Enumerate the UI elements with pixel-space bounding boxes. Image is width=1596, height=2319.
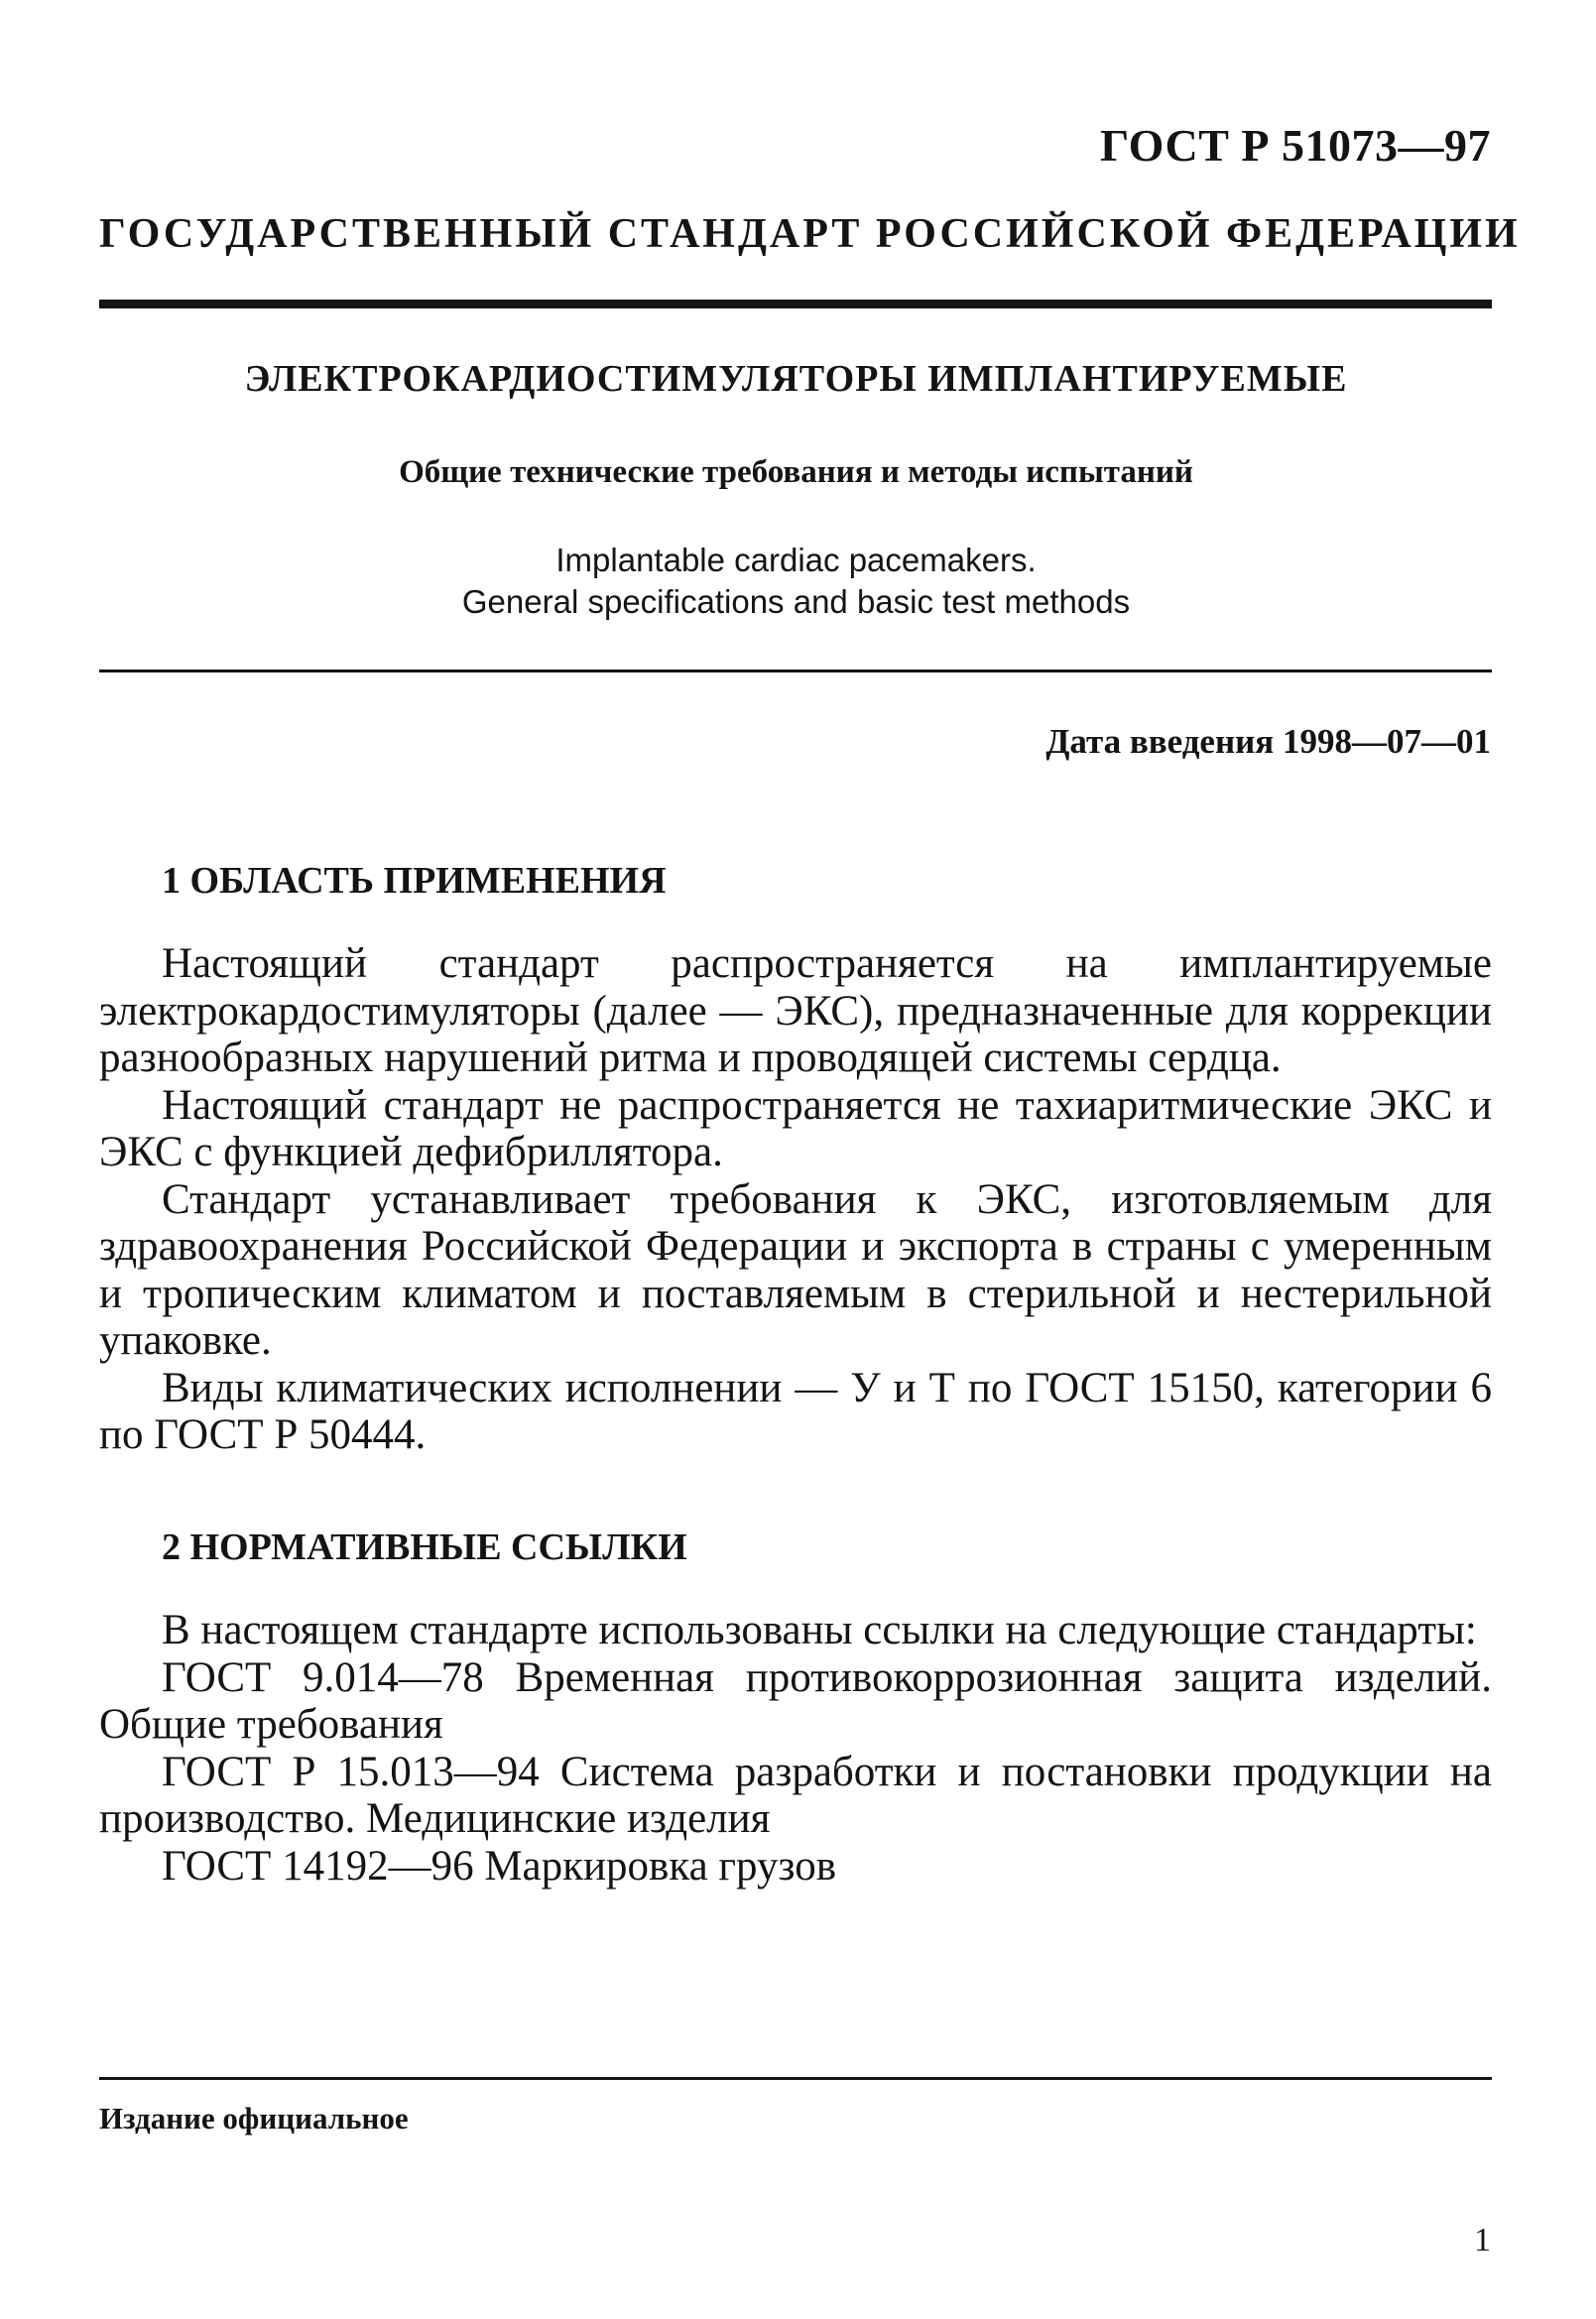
edition-label: Издание официальное [99, 2101, 409, 2136]
section-1-paragraph: Виды климатических исполнении — У и Т по ГОСТ 15150, категории 6 по ГОСТ Р 50444. [99, 1364, 1492, 1458]
english-title-line-2: General specifications and basic test methods [461, 583, 1131, 620]
section-1-paragraph: Настоящий стандарт не распространяется не тахиаритмические ЭКС и ЭКС с функцией дефибриллятора. [99, 1081, 1492, 1175]
footer-divider [99, 2077, 1492, 2080]
section-1-body [99, 940, 1492, 1459]
header-divider [99, 300, 1492, 308]
section-2-paragraph: В настоящем стандарте использованы ссылки на следующие стандарты: [162, 1607, 1477, 1653]
section-2-heading: 2 НОРМАТИВНЫЕ ССЫЛКИ [162, 1526, 687, 1568]
section-1-paragraph: Настоящий стандарт распространяется на имплантируемые электрокардостимуляторы (далее — ЭКС), предназначенные для коррекции разнообразных нарушений ритма и проводящей системы сердца. [99, 940, 1492, 1081]
english-title [99, 540, 1493, 623]
introduction-date: Дата введения 1998—07—01 [1045, 722, 1491, 761]
document-code: ГОСТ Р 51073—97 [1100, 120, 1491, 171]
english-title-line-1: Implantable cardiac pacemakers. [555, 542, 1037, 578]
document-title: ЭЛЕКТРОКАРДИОСТИМУЛЯТОРЫ ИМПЛАНТИРУЕМЫЕ [244, 358, 1348, 400]
title-divider [99, 670, 1492, 672]
reference-item: ГОСТ 9.014—78 Временная противокоррозионная защита изделий. Общие требования [99, 1653, 1492, 1748]
state-standard-heading: ГОСУДАРСТВЕННЫЙ СТАНДАРТ РОССИЙСКОЙ ФЕДЕРАЦИИ [99, 211, 1521, 257]
section-1-paragraph: Стандарт устанавливает требования к ЭКС, изготовляемым для здравоохранения Российской Федерации и экспорта в страны с умеренным и тропическим климатом и поставляемым в стерильной и нестерильной упаковке. [99, 1175, 1492, 1364]
section-1-heading: 1 ОБЛАСТЬ ПРИМЕНЕНИЯ [162, 860, 667, 902]
reference-item: ГОСТ 14192—96 Маркировка грузов [162, 1842, 837, 1890]
reference-item: ГОСТ Р 15.013—94 Система разработки и постановки продукции на производство. Медицинские изделия [99, 1748, 1492, 1842]
document-subtitle: Общие технические требования и методы испытаний [399, 454, 1193, 490]
section-2-body [99, 1607, 1492, 1890]
page-number: 1 [1474, 2222, 1491, 2258]
